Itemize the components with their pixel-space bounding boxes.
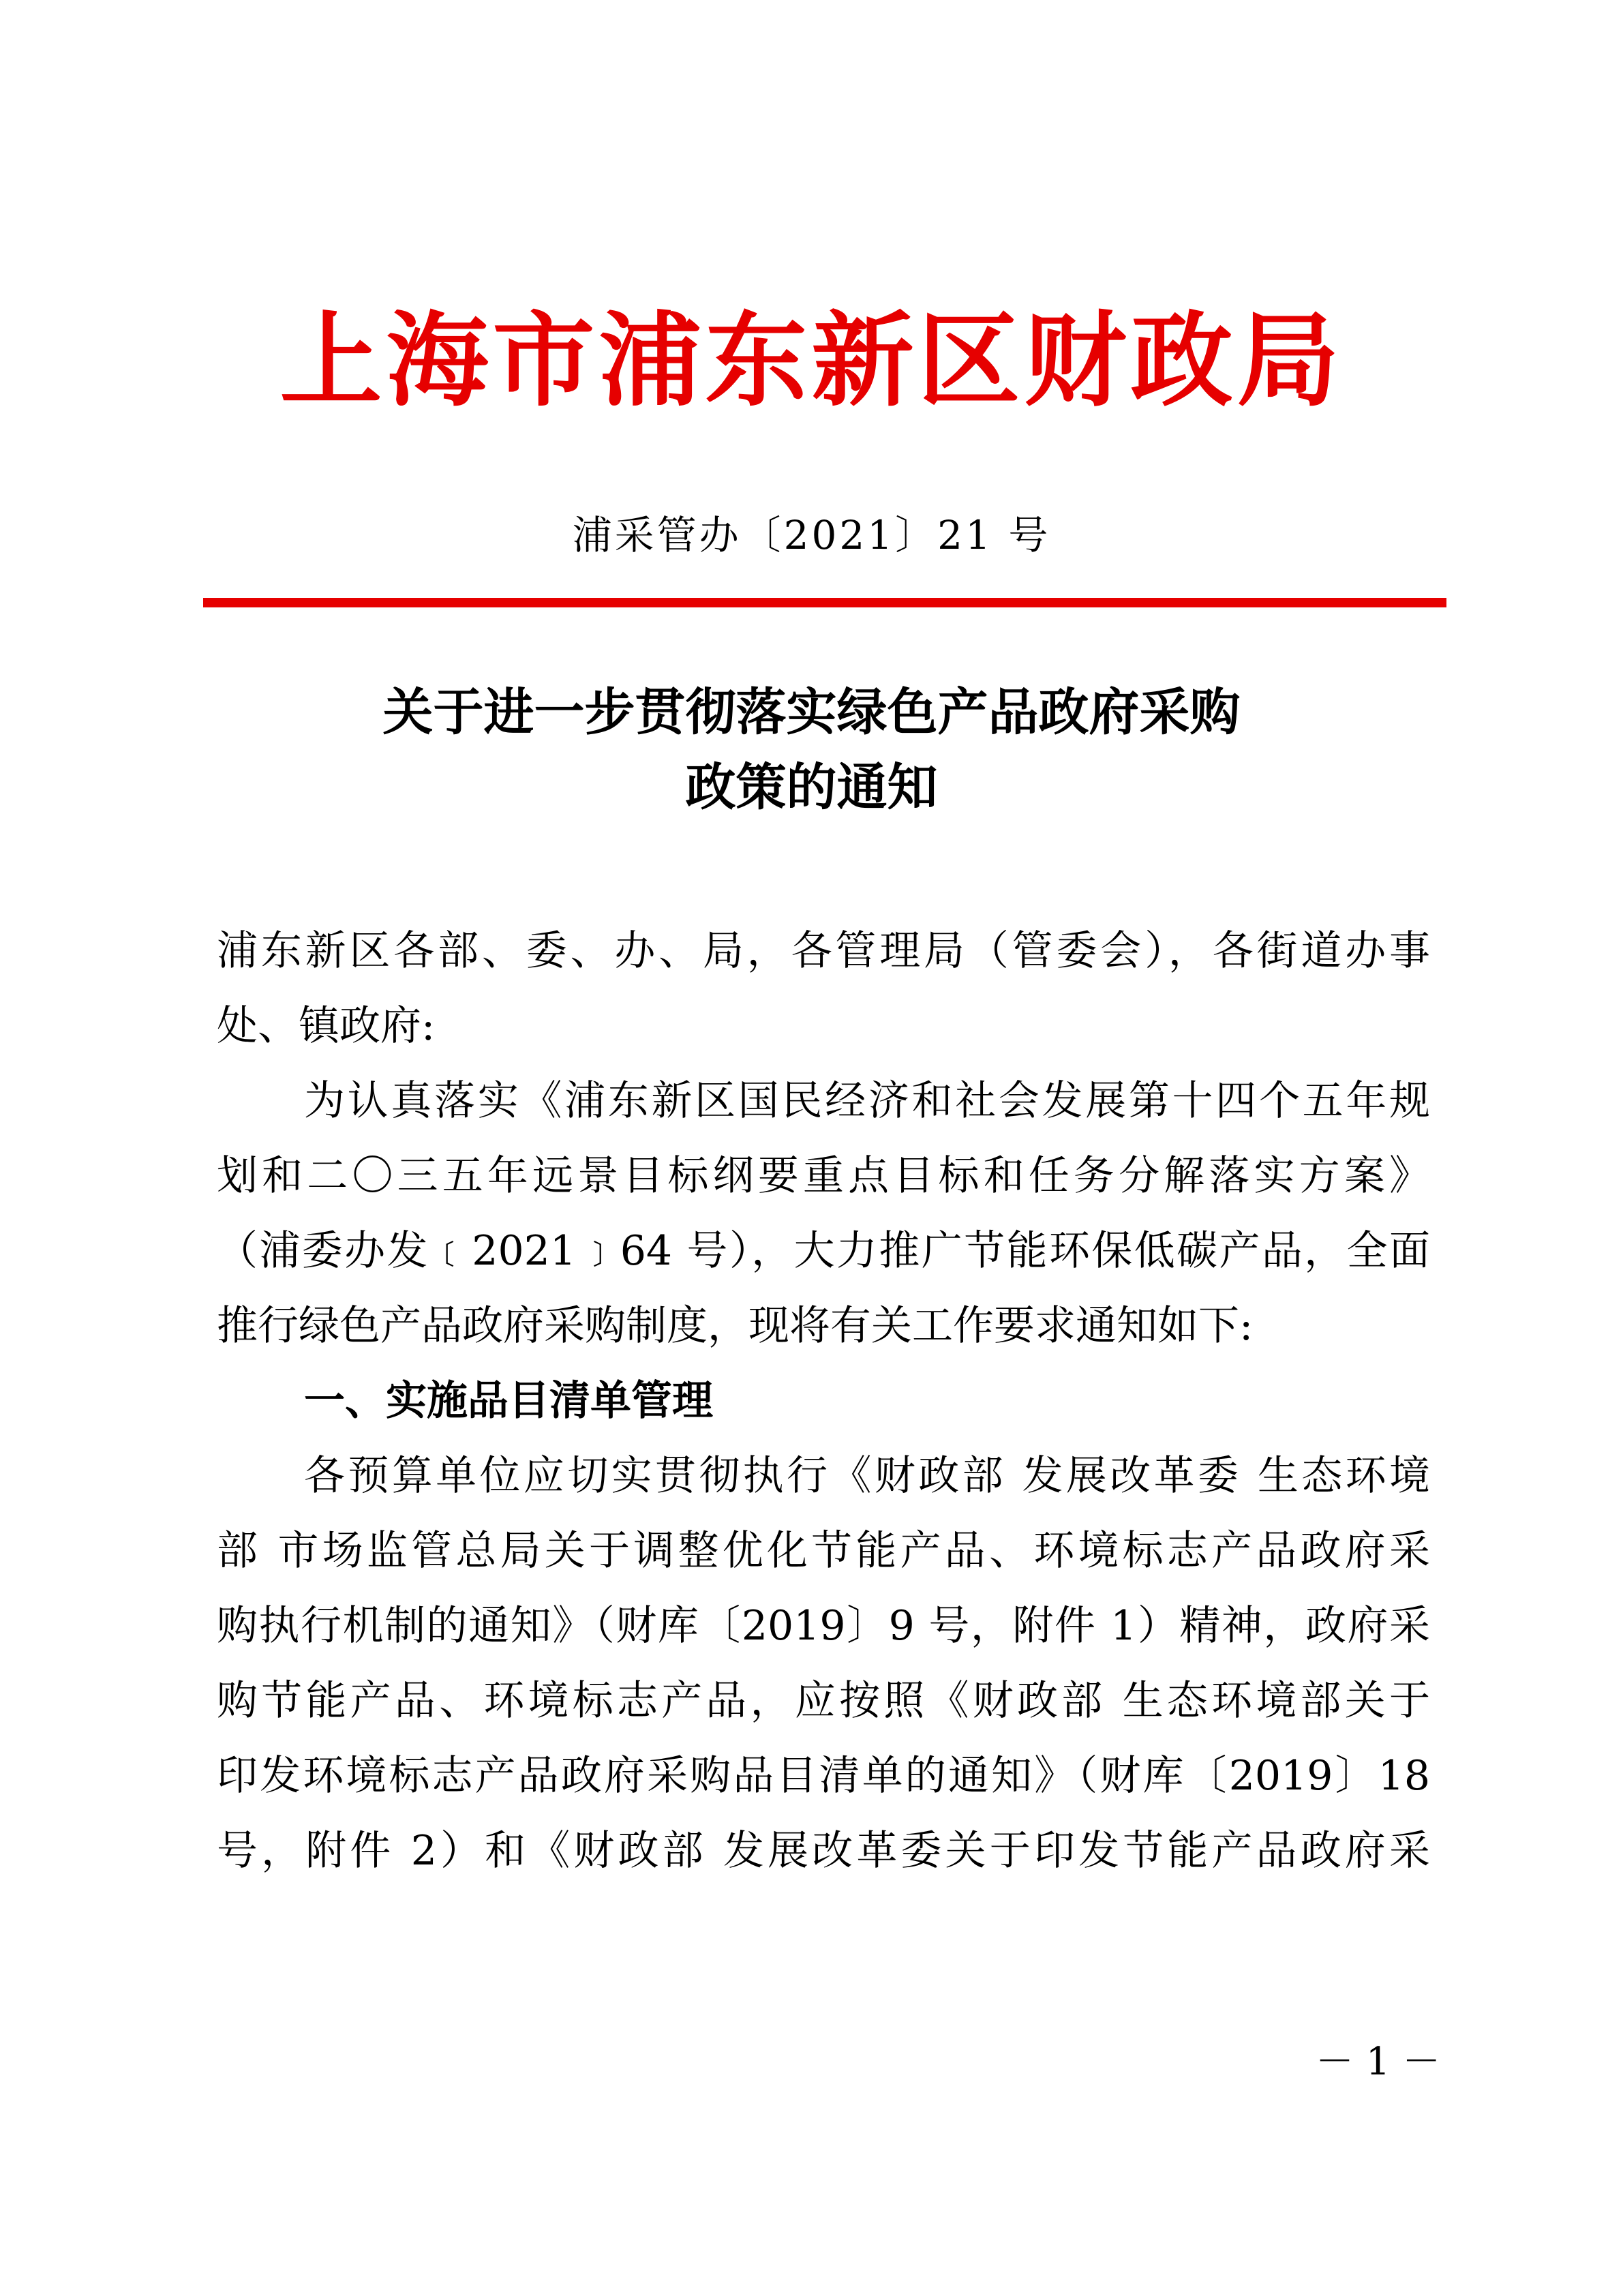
title-line-1: 关于进一步贯彻落实绿色产品政府采购: [382, 683, 1241, 742]
body-line: 购执行机制的通知》（财库〔2019〕9 号，附件 1）精神，政府采: [217, 1602, 1430, 1650]
body-line: （浦委办发﹝2021﹞64 号），大力推广节能环保低碳产品，全面: [217, 1227, 1430, 1275]
body-line: 为认真落实《浦东新区国民经济和社会发展第十四个五年规: [304, 1077, 1430, 1125]
document-body: [217, 913, 1430, 1888]
page-number: － 1 －: [1316, 2040, 1441, 2084]
body-line: 部 市场监管总局关于调整优化节能产品、环境标志产品政府采: [217, 1527, 1430, 1575]
body-line: 印发环境标志产品政府采购品目清单的通知》（财库〔2019〕18: [217, 1752, 1430, 1800]
issuer-masthead: 上海市浦东新区财政局: [279, 302, 1344, 421]
red-divider: [203, 598, 1446, 607]
document-title: [0, 675, 1623, 825]
body-line: 浦东新区各部、委、办、局，各管理局（管委会），各街道办事: [217, 927, 1430, 975]
body-line: 各预算单位应切实贯彻执行《财政部 发展改革委 生态环境: [304, 1452, 1430, 1500]
title-line-2: 政策的通知: [685, 758, 938, 817]
body-line: 号，附件 2）和《财政部 发展改革委关于印发节能产品政府采: [217, 1827, 1430, 1875]
body-line: 处、镇政府:: [217, 1002, 436, 1050]
body-line: 划和二〇三五年远景目标纲要重点目标和任务分解落实方案》: [217, 1152, 1430, 1200]
document-number: 浦采管办〔2021〕21 号: [572, 512, 1051, 558]
section-heading: 一、实施品目清单管理: [304, 1377, 713, 1425]
body-line: 购节能产品、环境标志产品，应按照《财政部 生态环境部关于: [217, 1677, 1430, 1725]
body-line: 推行绿色产品政府采购制度，现将有关工作要求通知如下:: [217, 1302, 1254, 1350]
